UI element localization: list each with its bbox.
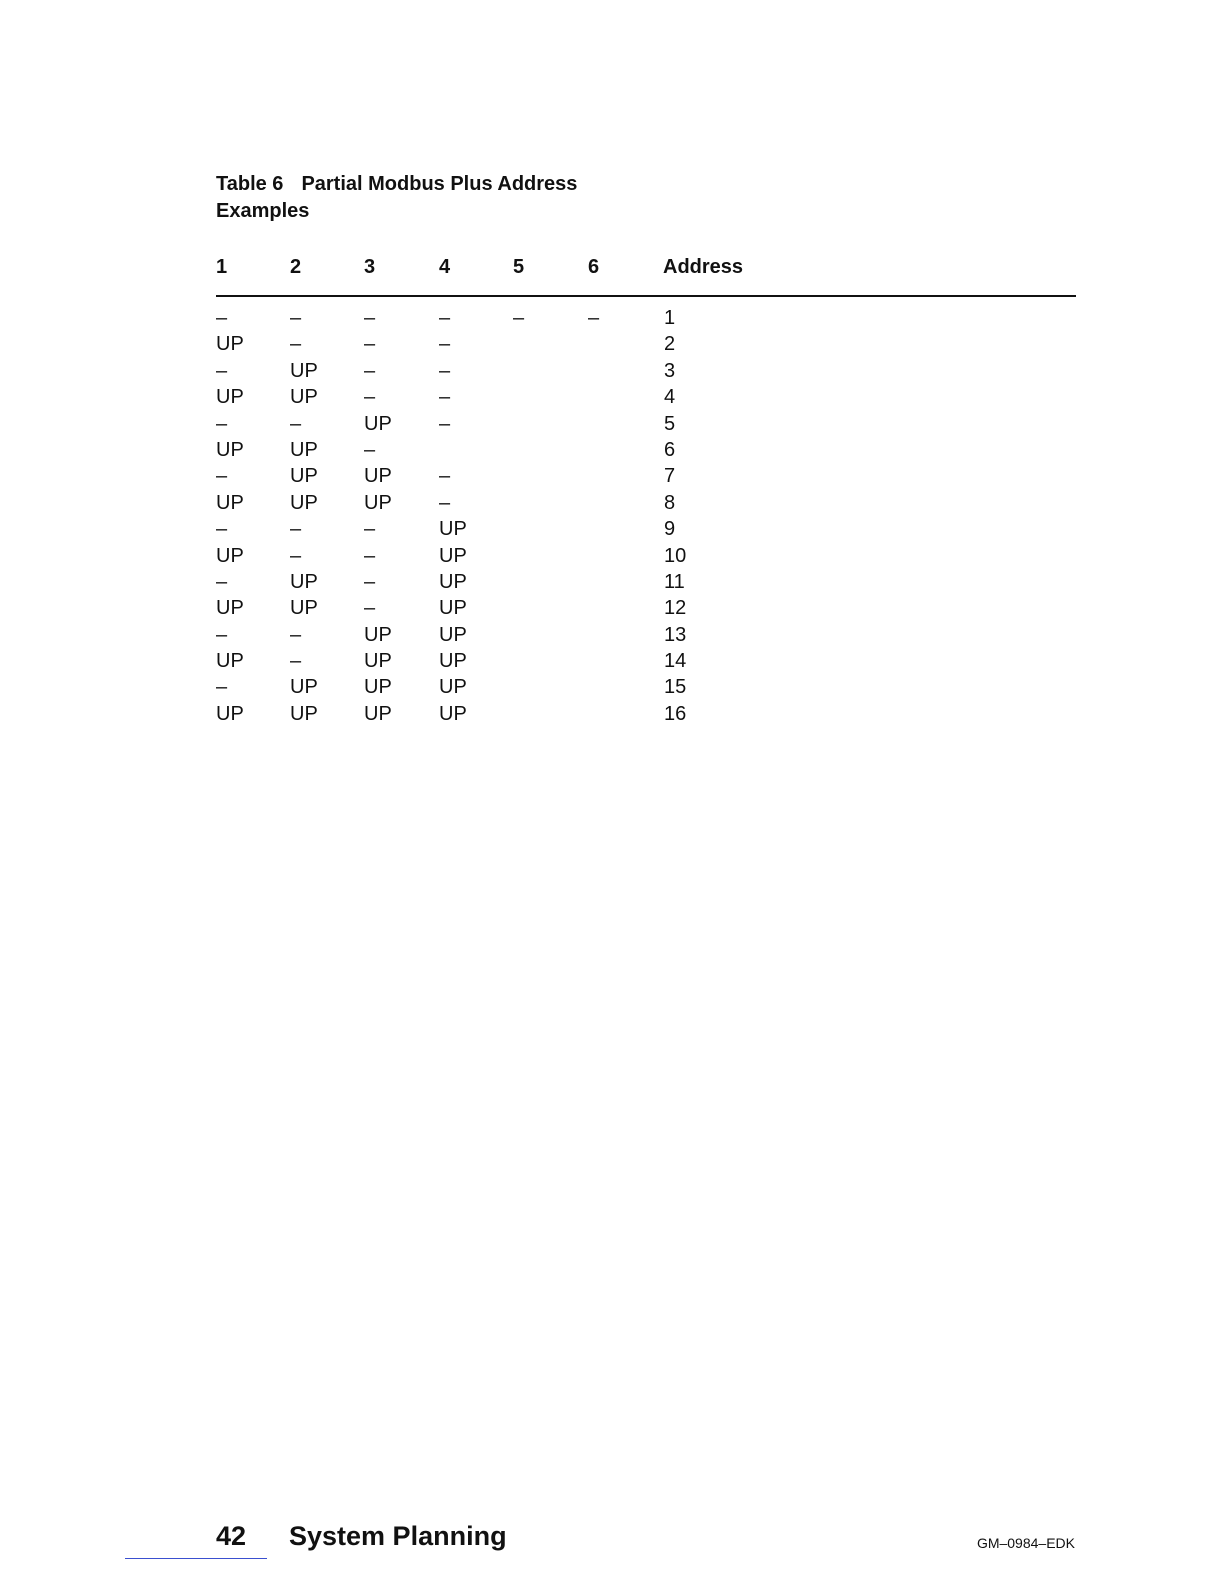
table-row [216,463,1076,489]
table-row [216,516,1076,542]
table-body [216,305,1076,727]
switch-cell: UP [364,650,392,673]
switch-cell: – [364,359,376,382]
footer-rule [125,1558,267,1559]
switch-cell: – [290,307,302,329]
switch-cell: – [439,412,451,435]
switch-cell: – [216,359,228,382]
page-number: 42 [216,1521,247,1551]
switch-cell: – [364,333,376,356]
switch-cell: – [439,359,451,382]
switch-cell: UP [290,702,318,725]
switch-cell: UP [290,465,318,488]
table-row [216,490,1076,516]
table-row [216,569,1076,595]
switch-cell: – [439,386,451,409]
switch-cell: – [364,570,376,593]
address-cell: 7 [664,465,676,488]
switch-cell: UP [364,702,392,725]
switch-cell: – [364,307,376,329]
switch-cell: UP [439,570,467,593]
switch-cell: – [290,650,302,673]
switch-cell: – [290,518,302,541]
table-row [216,674,1076,700]
switch-cell: UP [439,650,467,673]
switch-cell: UP [290,491,318,514]
switch-cell: UP [216,702,244,725]
switch-cell: – [439,333,451,356]
switch-cell: – [364,386,376,409]
address-cell: 4 [664,386,676,409]
switch-cell: UP [290,438,318,461]
switch-cell: – [588,307,600,329]
switch-cell: UP [216,650,244,673]
address-cell: 5 [664,412,676,435]
switch-cell: UP [439,702,467,725]
table-row [216,358,1076,384]
switch-cell: UP [290,386,318,409]
switch-cell: – [216,676,228,699]
table-row [216,701,1076,727]
table-row [216,622,1076,648]
switch-cell: UP [216,597,244,620]
switch-cell: – [216,623,228,646]
switch-cell: – [216,307,228,329]
address-table [216,252,1076,727]
table-caption [216,171,636,225]
table-row [216,648,1076,674]
switch-cell: – [216,518,228,541]
switch-cell: – [364,518,376,541]
table-number: Table 6 [216,173,284,195]
column-header: 4 [439,256,451,278]
table-row [216,384,1076,410]
column-header: 6 [588,256,600,278]
switch-cell: UP [290,676,318,699]
address-cell: 16 [664,702,687,725]
switch-cell: UP [290,359,318,382]
switch-cell: UP [216,386,244,409]
switch-cell: – [216,570,228,593]
address-cell: 10 [664,544,687,567]
switch-cell: – [439,491,451,514]
table-row [216,331,1076,357]
address-cell: 12 [664,597,687,620]
table-row [216,437,1076,463]
address-cell: 13 [664,623,687,646]
switch-cell: – [290,623,302,646]
switch-cell: UP [439,544,467,567]
switch-cell: – [290,333,302,356]
switch-cell: UP [439,676,467,699]
switch-cell: – [290,412,302,435]
column-header: 1 [216,256,228,278]
switch-cell: UP [439,623,467,646]
address-cell: 3 [664,359,676,382]
switch-cell: UP [290,570,318,593]
switch-cell: – [439,465,451,488]
switch-cell: UP [216,491,244,514]
address-cell: 1 [664,307,676,329]
caption-line-2: Examples [216,200,310,222]
address-cell: 14 [664,650,687,673]
switch-cell: UP [216,333,244,356]
table-row [216,411,1076,437]
address-cell: 11 [664,570,685,593]
switch-cell: UP [364,623,392,646]
column-header: 3 [364,256,376,278]
switch-cell: UP [364,491,392,514]
switch-cell: UP [439,518,467,541]
table-row [216,305,1076,331]
address-cell: 6 [664,438,676,461]
address-cell: 8 [664,491,676,514]
table-title: Partial Modbus Plus Address [301,173,578,195]
address-cell: 15 [664,676,687,699]
header-divider [216,295,1076,297]
column-header: 5 [513,256,525,278]
caption-line-1 [216,171,636,198]
switch-cell: – [216,412,228,435]
table-row [216,595,1076,621]
section-title: System Planning [289,1521,507,1551]
switch-cell: UP [364,465,392,488]
switch-cell: – [216,465,228,488]
switch-cell: UP [439,597,467,620]
switch-cell: UP [216,544,244,567]
address-cell: 2 [664,333,676,356]
switch-cell: – [364,544,376,567]
switch-cell: UP [364,676,392,699]
switch-cell: UP [364,412,392,435]
switch-cell: UP [290,597,318,620]
switch-cell: – [364,438,376,461]
switch-cell: – [364,597,376,620]
document-code: GM–0984–EDK [976,1535,1075,1551]
table-header-row [216,252,1076,282]
address-cell: 9 [664,518,676,541]
switch-cell: – [290,544,302,567]
table-row [216,543,1076,569]
switch-cell: – [513,307,525,329]
switch-cell: – [439,307,451,329]
switch-cell: UP [216,438,244,461]
column-header-address: Address [663,256,744,278]
column-header: 2 [290,256,302,278]
